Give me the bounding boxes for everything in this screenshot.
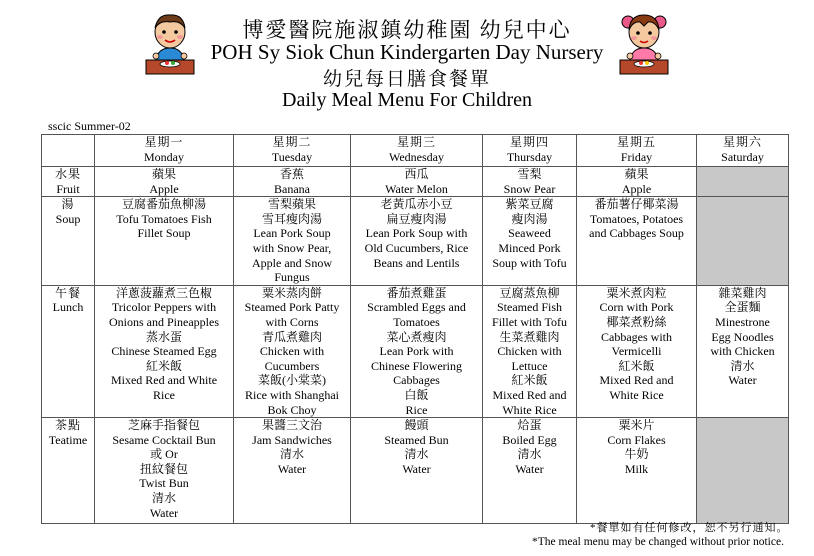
footnote-english: *The meal menu may be changed without prior notice. [532,536,784,548]
menu-item-line: Rice [405,402,428,417]
menu-item-line: Cabbages [393,373,440,388]
menu-item-line: 番茄煮雞蛋 [386,285,447,300]
menu-item-line: Water [515,461,544,476]
menu-item-line: Steamed Fish [497,300,562,315]
menu-cell [483,167,577,197]
menu-cell [577,167,697,197]
menu-item-line: 紫菜豆腐 [505,197,554,212]
menu-cell [483,197,577,286]
menu-item-line: Minced Pork [498,240,561,255]
menu-item-line: Lean Pork Soup with [365,226,468,241]
day-label-en: Saturday [721,149,764,164]
menu-item-line: 雜菜雞肉 [718,285,767,300]
menu-item-line: Cucumbers [264,358,320,373]
menu-cell [577,418,697,524]
day-header-thursday [483,135,577,167]
menu-item-line: Scrambled Eggs and [367,300,466,315]
menu-cell [697,418,789,524]
menu-item-line: Apple and Snow [252,255,332,270]
menu-item-line: with Chicken [710,344,775,359]
menu-item-line: 清水 [279,447,304,462]
menu-cell [483,418,577,524]
day-label-zh: 星期六 [722,135,762,149]
menu-item-line: 雪梨 [517,167,542,181]
menu-item-line: Rice with Shanghai [245,387,339,402]
menu-cell [697,167,789,197]
menu-item-line: Steamed Pork Patty [244,300,340,315]
meal-label-en: Lunch [52,300,84,315]
menu-item-line: and Cabbages Soup [589,226,684,241]
menu-item-line: 豆腐番茄魚柳湯 [121,197,206,212]
meal-label-cell [42,418,95,524]
day-header-tuesday [234,135,351,167]
menu-code: sscic Summer-02 [48,119,131,133]
day-label-zh: 星期三 [396,135,436,149]
menu-item-line: Seaweed [508,226,551,241]
menu-item-line: 紅米飯 [511,373,548,388]
day-label-zh: 星期一 [144,135,184,149]
corner-cell [42,135,95,167]
menu-item-line: Fillet Soup [137,226,191,241]
menu-item-line: Minestrone [715,314,770,329]
meal-label-en: Teatime [48,432,88,447]
menu-item-line: 粟米蒸肉餅 [261,285,322,300]
menu-item-line: Boiled Egg [502,432,557,447]
menu-item-line: Mixed Red and [492,387,567,402]
menu-item-line: Soup with Tofu [492,255,567,270]
menu-item-line: Chicken with [259,344,325,359]
menu-item-line: 饅頭 [404,418,429,433]
meal-row-soup [42,197,789,286]
day-header-saturday [697,135,789,167]
menu-item-line: 老黃瓜赤小豆 [380,197,453,212]
meal-label-zh: 水果 [54,167,81,181]
day-label-en: Monday [144,149,184,164]
menu-cell [351,167,483,197]
day-label-zh: 星期五 [616,135,656,149]
menu-item-line: Sesame Cocktail Bun [112,432,216,447]
menu-item-line: Bok Choy [267,402,317,417]
menu-item-line: 扁豆瘦肉湯 [386,211,447,226]
menu-item-line: Tricolor Peppers with [111,300,217,315]
menu-item-line: 清水 [151,491,176,506]
menu-cell [351,197,483,286]
day-label-zh: 星期四 [509,135,549,149]
menu-item-line: 紅米飯 [618,358,655,373]
menu-item-line: Apple [149,181,179,196]
menu-item-line: Water [277,461,307,476]
menu-item-line: Fillet with Tofu [492,314,567,329]
menu-item-line: 芝麻手指餐包 [127,418,200,433]
menu-cell [697,197,789,286]
menu-item-line: 番茄薯仔椰菜湯 [594,197,679,212]
menu-item-line: 牛奶 [624,447,649,462]
menu-item-line: Chinese Flowering [371,358,462,373]
menu-item-line: Mixed Red and [599,373,674,388]
day-header-wednesday [351,135,483,167]
meal-row-fruit [42,167,789,197]
menu-item-line: 豆腐蒸魚柳 [499,285,560,300]
menu-item-line: 菜心煮瘦肉 [386,329,447,344]
menu-item-line: 蒸水蛋 [145,329,182,344]
subtitle-chinese: 幼兒每日膳食餐單 [322,69,491,90]
menu-item-line: 扭紋餐包 [139,461,188,476]
menu-item-line: 蘋果 [624,167,649,181]
menu-item-line: 生菜煮雞肉 [499,329,560,344]
menu-item-line: Corn with Pork [599,300,674,315]
meal-label-cell [42,197,95,286]
meal-label-en: Soup [55,211,81,226]
meal-menu-table [41,134,789,524]
day-label-zh: 星期二 [272,135,312,149]
menu-item-line: with Snow Pear, [252,240,332,255]
menu-item-line: White Rice [609,387,664,402]
menu-item-line: Tomatoes, Potatoes [589,211,684,226]
menu-cell [351,418,483,524]
meal-row-teatime [42,418,789,524]
menu-item-line: 紅米飯 [145,358,182,373]
menu-item-line: 雪耳瘦肉湯 [261,211,322,226]
menu-cell [95,285,234,417]
menu-item-line: Lettuce [511,358,548,373]
menu-cell [95,197,234,286]
footnote-chinese: *餐單如有任何修改，恕不另行通知。 [590,522,789,534]
menu-item-line: 西瓜 [404,167,429,181]
menu-item-line: Tofu Tomatoes Fish [116,211,212,226]
menu-item-line: Vermicelli [611,344,662,359]
menu-cell [234,418,351,524]
menu-item-line: 青瓜煮雞肉 [261,329,322,344]
day-label-en: Thursday [506,149,553,164]
menu-item-line: Lean Pork with [379,344,454,359]
menu-item-line: 椰菜煮粉絲 [606,314,667,329]
menu-cell [577,285,697,417]
day-label-en: Wednesday [388,149,444,164]
menu-item-line: Water [402,461,431,476]
day-label-en: Friday [620,149,653,164]
menu-item-line: Chicken with [497,344,562,359]
menu-item-line: Banana [274,181,310,196]
menu-item-line: Water [728,373,757,388]
meal-label-zh: 午餐 [54,285,81,300]
menu-cell [351,285,483,417]
menu-item-line: 菜飯(小棠菜) [258,373,326,388]
meal-label-zh: 茶點 [54,418,81,433]
meal-label-en: Fruit [56,181,80,196]
menu-cell [234,197,351,286]
day-header-row [42,135,789,167]
menu-item-line: Egg Noodles [711,329,774,344]
page-header [0,0,814,118]
menu-item-line: Cabbages with [601,329,672,344]
menu-item-line: 蘋果 [151,167,176,181]
menu-item-line: Water Melon [385,181,448,196]
title-chinese: 博愛醫院施淑鎮幼稚園 幼兒中心 [242,18,572,42]
menu-cell [95,167,234,197]
menu-item-line: White Rice [502,402,557,417]
menu-cell [697,285,789,417]
subtitle-english: Daily Meal Menu For Children [282,89,532,111]
menu-item-line: 雪梨蘋果 [267,197,316,212]
menu-item-line: 粟米片 [618,418,655,433]
menu-item-line: 果醬三文治 [261,418,322,433]
menu-item-line: 洋蔥菠蘿煮三色椒 [115,285,212,300]
menu-item-line: 或 Or [150,447,178,462]
menu-item-line: 全蛋麵 [724,300,761,315]
menu-item-line: with Corns [265,314,319,329]
title-english: POH Sy Siok Chun Kindergarten Day Nursery [210,40,604,64]
menu-item-line: Water [149,505,179,520]
menu-item-line: Chinese Steamed Egg [111,344,217,359]
menu-item-line: Steamed Bun [384,432,449,447]
menu-item-line: 白飯 [404,387,429,402]
menu-item-line: Milk [624,461,649,476]
meal-label-cell [42,285,95,417]
menu-item-line: Corn Flakes [607,432,666,447]
meal-label-zh: 湯 [61,197,75,212]
menu-item-line: 香蕉 [279,167,304,181]
menu-item-line: Jam Sandwiches [252,432,332,447]
menu-item-line: Twist Bun [139,476,189,491]
menu-item-line: Old Cucumbers, Rice [364,240,469,255]
menu-cell [483,285,577,417]
menu-item-line: 瘦肉湯 [511,211,548,226]
menu-item-line: Onions and Pineapples [109,314,219,329]
menu-item-line: 粟米煮肉粒 [606,285,667,300]
menu-item-line: 清水 [404,447,429,462]
menu-item-line: Rice [153,387,175,402]
day-label-en: Tuesday [271,149,313,164]
day-header-monday [95,135,234,167]
menu-cell [95,418,234,524]
meal-label-cell [42,167,95,197]
menu-item-line: Tomatoes [393,314,440,329]
menu-cell [234,167,351,197]
menu-cell [577,197,697,286]
menu-item-line: Fungus [274,270,310,285]
menu-item-line: Lean Pork Soup [253,226,331,241]
menu-item-line: Beans and Lentils [373,255,460,270]
menu-item-line: 清水 [517,447,542,462]
menu-item-line: 烚蛋 [517,418,542,433]
menu-item-line: 清水 [730,358,755,373]
menu-item-line: Mixed Red and White [110,373,218,388]
day-header-friday [577,135,697,167]
menu-cell [234,285,351,417]
menu-item-line: Apple [621,181,652,196]
menu-item-line: Snow Pear [503,181,556,196]
meal-row-lunch [42,285,789,417]
